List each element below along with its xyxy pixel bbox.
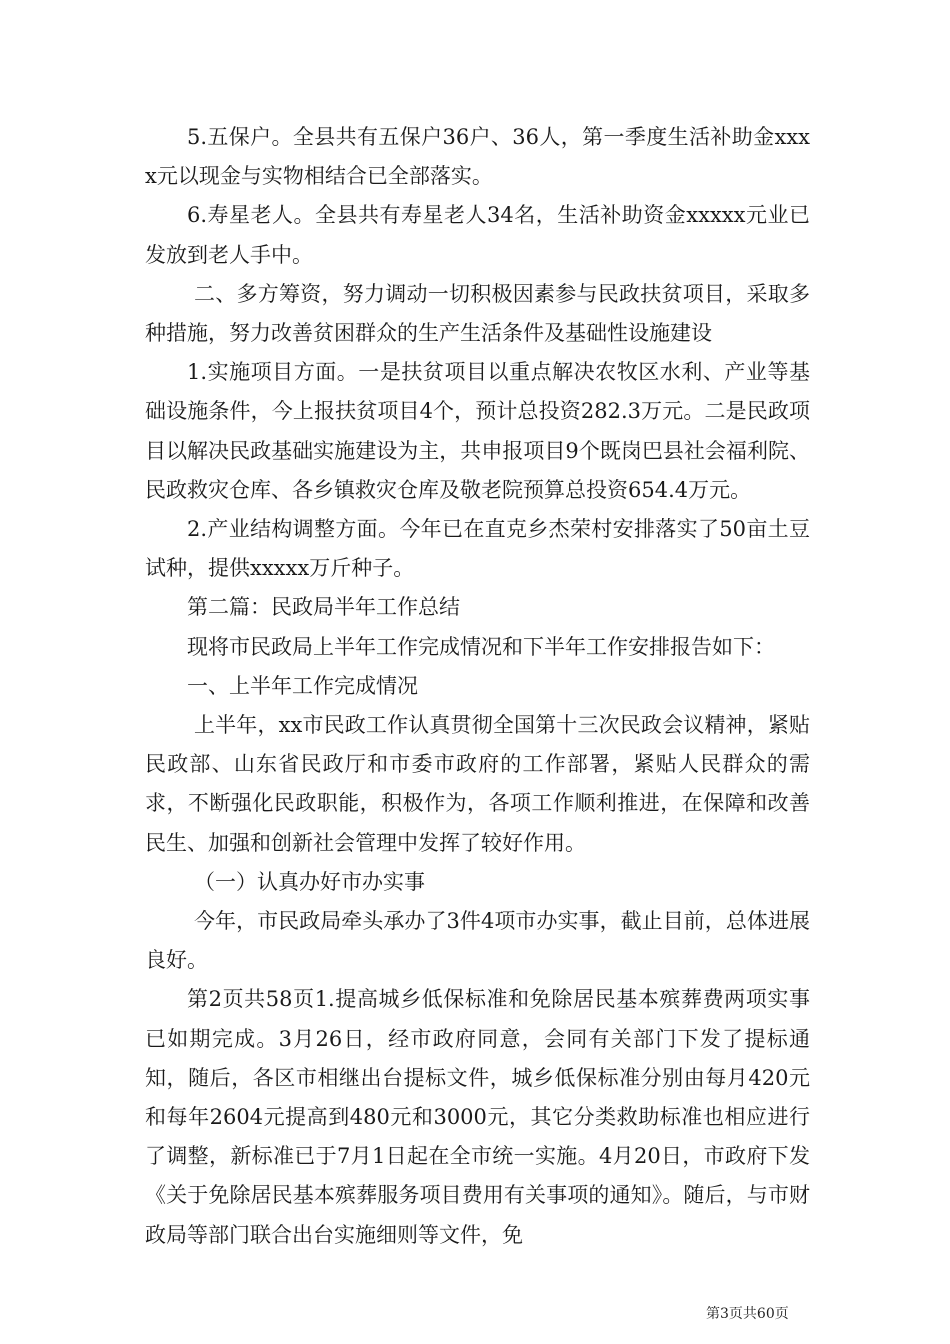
paragraph-shouxing-elderly: 6.寿星老人。全县共有寿星老人34名，生活补助资金xxxxx元业已发放到老人手中。 — [145, 203, 810, 267]
document-body — [145, 118, 810, 1255]
paragraph-wubaohu: 5.五保户。全县共有五保户36户、36人，第一季度生活补助金xxxx元以现金与实物相结合已全部落实。 — [145, 125, 810, 189]
paragraph-report-intro: 现将市民政局上半年工作完成情况和下半年工作安排报告如下： — [187, 634, 775, 659]
paragraph-subsistence-standard: 第2页共58页1.提高城乡低保标准和免除居民基本殡葬费两项实事已如期完成。3月26日，经市政府同意，会同有关部门下发了提标通知，随后，各区市相继出台提标文件，城乡低保标准分别由每月420元和每年2604元提高到480元和3000元，其它分类救助标准也相应进行了调整，新标准已于7月1日起在全市统一实施。4月20日，市政府下发《关于免除居民基本殡葬服务项目费用有关事项的通知》。随后，与市财政局等部门联合出台实施细则等文件，免 — [145, 987, 810, 1247]
section-heading-fundraising: 二、多方筹资，努力调动一切积极因素参与民政扶贫项目，采取多种措施，努力改善贫困群众的生产生活条件及基础性设施建设 — [145, 281, 810, 346]
page-number-footer: 第3页共60页 — [706, 1306, 789, 1322]
paragraph-first-half-summary: 上半年，xx市民政工作认真贯彻全国第十三次民政会议精神，紧贴民政部、山东省民政厅和市委市政府的工作部署，紧贴人民群众的需求，不断强化民政职能，积极作为，各项工作顺利推进，在保障和改善民生、加强和创新社会管理中发挥了较好作用。 — [145, 713, 810, 855]
section-heading-first-half: 一、上半年工作完成情况 — [187, 673, 418, 698]
article-title-second: 第二篇：民政局半年工作总结 — [187, 595, 460, 620]
subsection-heading-city-affairs: （一）认真办好市办实事 — [194, 869, 425, 894]
paragraph-city-affairs-progress: 今年，市民政局牵头承办了3件4项市办实事，截止目前，总体进展良好。 — [145, 909, 810, 973]
paragraph-industry-adjustment: 2.产业结构调整方面。今年已在直克乡杰荣村安排落实了50亩土豆试种，提供xxxxx万斤种子。 — [145, 517, 810, 581]
paragraph-project-implementation: 1.实施项目方面。一是扶贫项目以重点解决农牧区水利、产业等基础设施条件，今上报扶贫项目4个，预计总投资282.3万元。二是民政项目以解决民政基础实施建设为主，共申报项目9个既岗巴县社会福利院、民政救灾仓库、各乡镇救灾仓库及敬老院预算总投资654.4万元。 — [145, 360, 810, 502]
